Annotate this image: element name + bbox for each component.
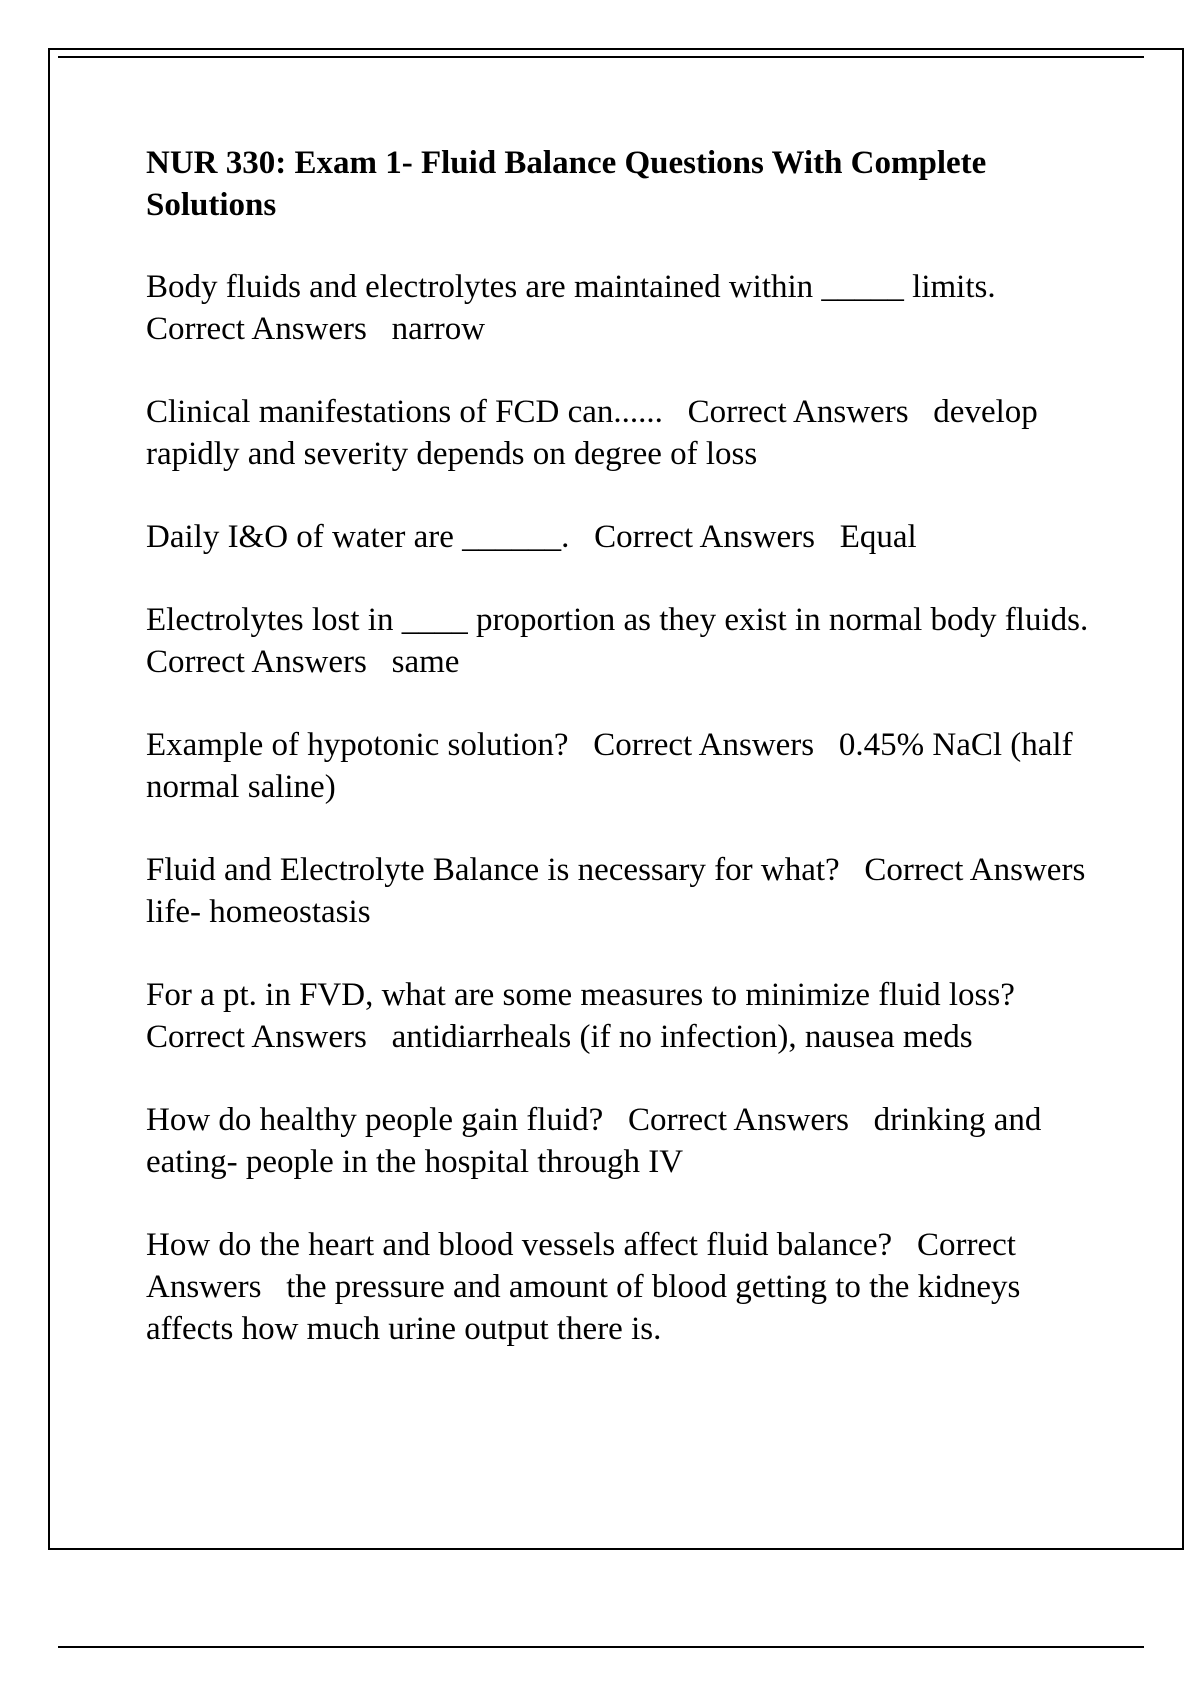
qa-item <box>146 849 1106 933</box>
answer-marker: Correct Answers <box>593 727 831 763</box>
qa-item <box>146 391 1106 475</box>
bottom-rule <box>58 1646 1144 1648</box>
top-rule <box>58 56 1144 58</box>
answer-marker: Correct Answers <box>146 311 384 347</box>
question-text: Electrolytes lost in ____ proportion as they exist in normal body fluids. <box>146 602 1105 638</box>
answer-marker: Correct Answers <box>146 1019 384 1055</box>
qa-item <box>146 266 1106 350</box>
question-text: Fluid and Electrolyte Balance is necessary for what? <box>146 852 857 888</box>
question-text: How do the heart and blood vessels affect fluid balance? <box>146 1227 909 1263</box>
answer-marker: Correct Answers <box>146 644 384 680</box>
answer-text: antidiarrheals (if no infection), nausea meds <box>391 1019 973 1055</box>
answer-marker: Correct Answers <box>146 1227 1023 1305</box>
qa-item <box>146 599 1106 683</box>
document-body <box>146 142 1106 1391</box>
question-text: Body fluids and electrolytes are maintained within _____ limits. <box>146 269 1013 305</box>
answer-marker: Correct Answers <box>864 852 1102 888</box>
answer-text: life- homeostasis <box>146 894 371 930</box>
question-text: How do healthy people gain fluid? <box>146 1102 620 1138</box>
answer-text: the pressure and amount of blood getting to the kidneys affects how much urine output there is. <box>146 1269 1029 1347</box>
qa-item <box>146 516 1106 558</box>
qa-item <box>146 1224 1106 1350</box>
answer-text: drinking and eating- people in the hospital through IV <box>146 1102 1050 1180</box>
qa-item <box>146 974 1106 1058</box>
answer-text: develop rapidly and severity depends on degree of loss <box>146 394 1047 472</box>
qa-item <box>146 724 1106 808</box>
question-text: Daily I&O of water are ______. <box>146 519 586 555</box>
answer-marker: Correct Answers <box>628 1102 866 1138</box>
answer-marker: Correct Answers <box>594 519 832 555</box>
question-text: For a pt. in FVD, what are some measures to minimize fluid loss? <box>146 977 1032 1013</box>
answer-text: 0.45% NaCl (half normal saline) <box>146 727 1081 805</box>
document-title: NUR 330: Exam 1- Fluid Balance Questions With Complete Solutions <box>146 145 987 223</box>
qa-item <box>146 1099 1106 1183</box>
question-text: Clinical manifestations of FCD can...... <box>146 394 680 430</box>
answer-marker: Correct Answers <box>687 394 926 430</box>
answer-text: narrow <box>391 311 486 347</box>
question-text: Example of hypotonic solution? <box>146 727 586 763</box>
answer-text: same <box>391 644 460 680</box>
answer-text: Equal <box>839 519 917 555</box>
